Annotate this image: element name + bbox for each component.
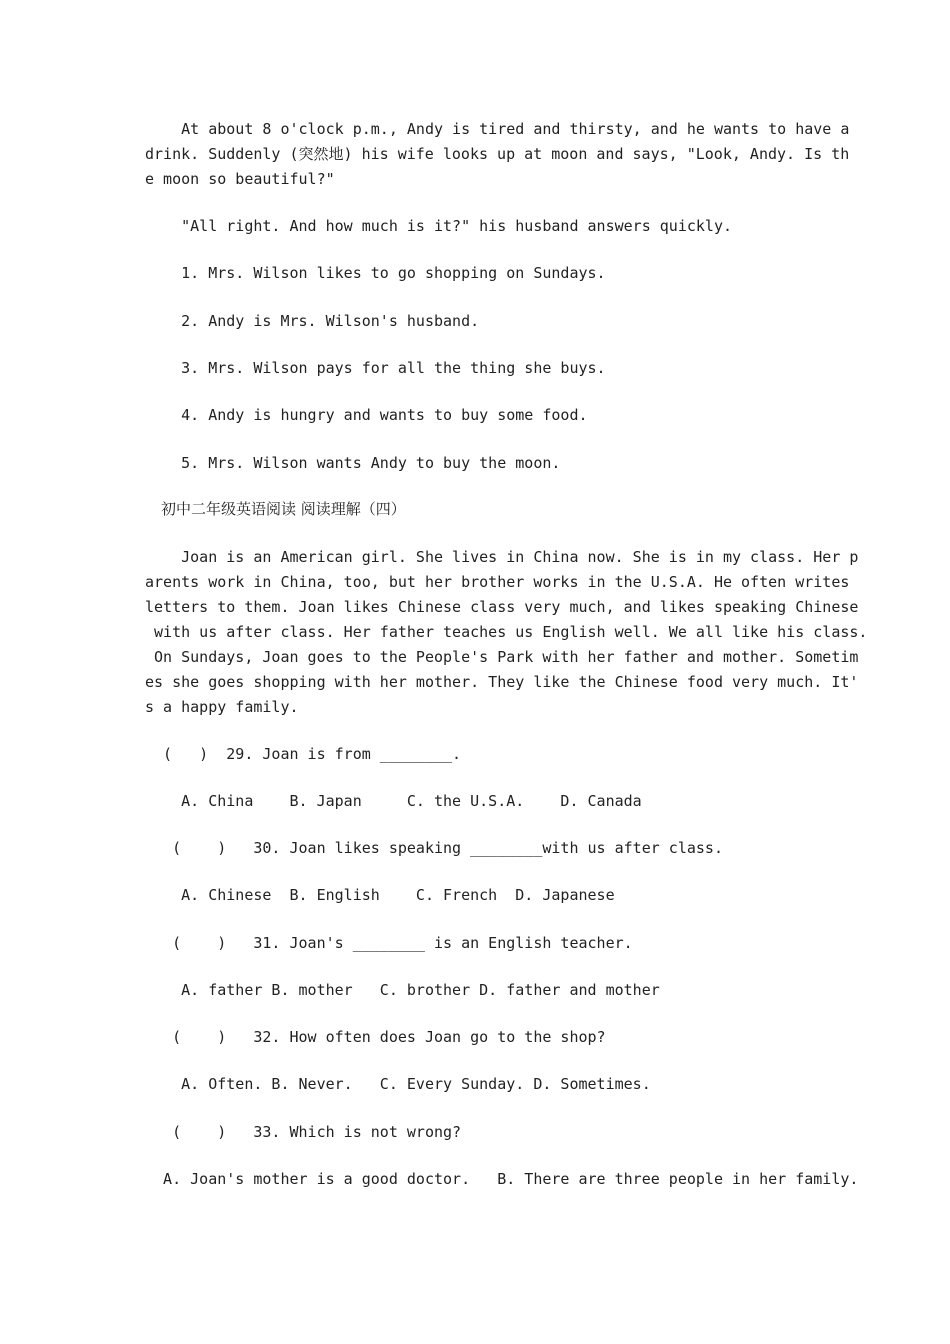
statement-item: 2. Andy is Mrs. Wilson's husband. [145, 312, 480, 330]
statement-item: 1. Mrs. Wilson likes to go shopping on Sundays. [145, 264, 606, 282]
husband-reply: "All right. And how much is it?" his husband answers quickly. [145, 217, 732, 235]
passage-line: es she goes shopping with her mother. They like the Chinese food very much. It' [145, 673, 859, 691]
passage-line: e moon so beautiful?" [145, 170, 335, 188]
passage-line: s a happy family. [145, 698, 299, 716]
statement-item: 4. Andy is hungry and wants to buy some food. [145, 406, 588, 424]
question-stem: ( ) 32. How often does Joan go to the shop? [145, 1028, 606, 1046]
question-stem: ( ) 33. Which is not wrong? [145, 1123, 462, 1141]
question-options: A. father B. mother C. brother D. father and mother [145, 981, 660, 999]
question-stem: ( ) 29. Joan is from ________. [145, 745, 462, 763]
passage-line: arents work in China, too, but her brother works in the U.S.A. He often writes [145, 573, 850, 591]
passage-line: On Sundays, Joan goes to the People's Park with her father and mother. Sometim [145, 648, 859, 666]
passage-line: Joan is an American girl. She lives in China now. She is in my class. Her p [145, 548, 859, 566]
question-options: A. Chinese B. English C. French D. Japanese [145, 886, 615, 904]
question-stem: ( ) 30. Joan likes speaking ________with us after class. [145, 839, 723, 857]
passage-line: with us after class. Her father teaches us English well. We all like his class. [145, 623, 868, 641]
question-options: A. Joan's mother is a good doctor. B. There are three people in her family. [145, 1170, 859, 1188]
question-options: A. China B. Japan C. the U.S.A. D. Canada [145, 792, 642, 810]
question-stem: ( ) 31. Joan's ________ is an English teacher. [145, 934, 633, 952]
statement-item: 5. Mrs. Wilson wants Andy to buy the moon. [145, 454, 561, 472]
statement-item: 3. Mrs. Wilson pays for all the thing she buys. [145, 359, 606, 377]
passage-line: drink. Suddenly (突然地) his wife looks up at moon and says, "Look, Andy. Is th [145, 145, 850, 163]
section-title: 初中二年级英语阅读 阅读理解（四） [161, 500, 406, 518]
question-options: A. Often. B. Never. C. Every Sunday. D. Sometimes. [145, 1075, 651, 1093]
passage-line: At about 8 o'clock p.m., Andy is tired and thirsty, and he wants to have a [145, 120, 850, 138]
passage-line: letters to them. Joan likes Chinese class very much, and likes speaking Chinese [145, 598, 859, 616]
